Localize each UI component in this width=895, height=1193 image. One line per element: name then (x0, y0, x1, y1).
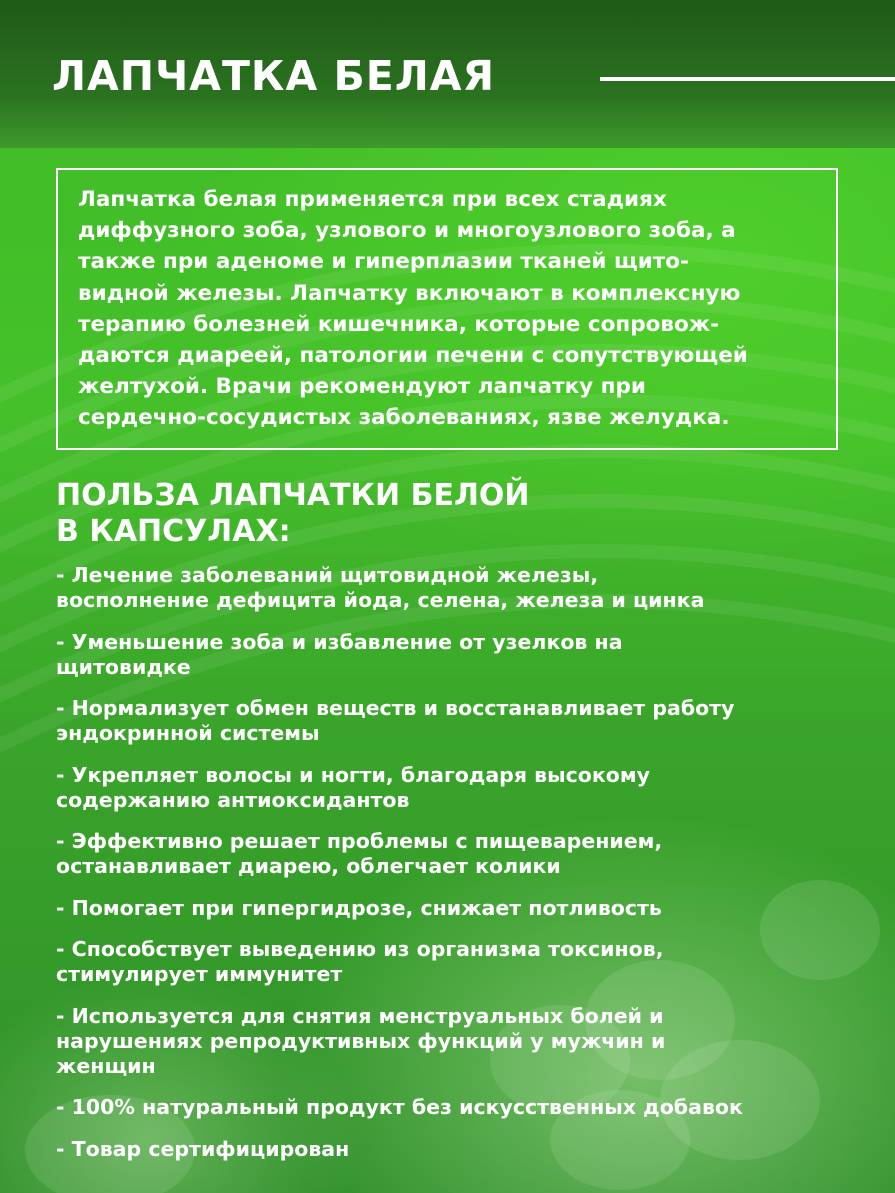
benefit-item: - Лечение заболеваний щитовидной железы, восполнение дефицита йода, селена, железа и цинка (56, 563, 705, 612)
header-band (0, 0, 895, 148)
benefit-item: - Используется для снятия менструальных болей и нарушениях репродуктивных функций у мужчин и женщин (56, 1003, 666, 1078)
benefit-item: - Товар сертифицирован (56, 1136, 350, 1161)
page-title: ЛАПЧАТКА БЕЛАЯ (52, 52, 496, 100)
benefit-item: - Помогает при гипергидрозе, снижает потливость (56, 895, 662, 920)
intro-box (56, 168, 838, 450)
benefit-item: - Уменьшение зоба и избавление от узелков на щитовидке (56, 629, 623, 679)
benefit-item: - Укрепляет волосы и ногти, благодаря высокому содержанию антиоксидантов (56, 762, 650, 812)
intro-text: Лапчатка белая применяется при всех стадиях диффузного зоба, узлового и многоузлового зоба, а также при аденоме и гиперплазии тканей щито- видной железы. Лапчатку включают в комплексную терапию болезней кишечника, которые сопровож- даются диареей, патологии печени с сопутствующей желтухой. Врачи рекомендуют лапчатку при сердечно-сосудистых заболеваниях, язве желудка. (78, 187, 748, 431)
benefit-item: - 100% натуральный продукт без искусственных добавок (56, 1095, 743, 1119)
benefit-item: - Способствует выведению из организма токсинов, стимулирует иммунитет (56, 937, 664, 986)
benefit-item: - Нормализует обмен веществ и восстанавливает работу эндокринной системы (56, 696, 735, 745)
title-divider-line (600, 77, 895, 81)
benefit-item: - Эффективно решает проблемы с пищеварением, останавливает диарею, облегчает колики (56, 829, 663, 878)
benefits-heading: ПОЛЬЗА ЛАПЧАТКИ БЕЛОЙ В КАПСУЛАХ: (56, 478, 530, 549)
benefits-list (56, 563, 856, 1178)
